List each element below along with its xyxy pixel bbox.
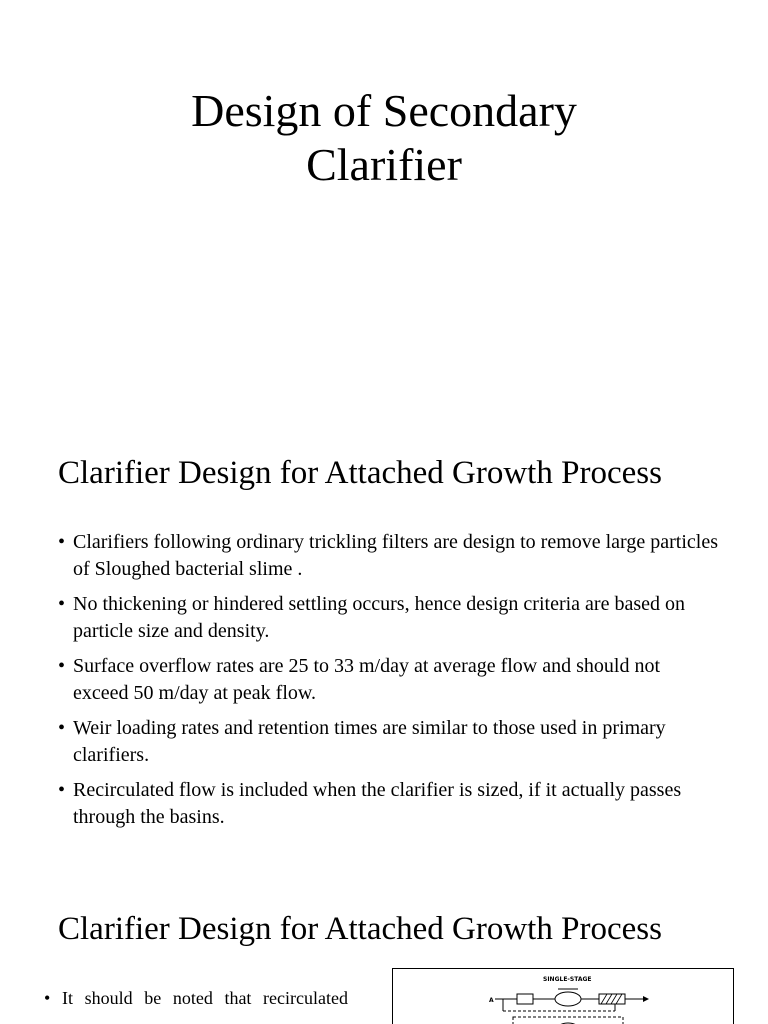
bullet-text: Clarifiers following ordinary trickling filters are design to remove large particles of Sloughed bacterial slime . xyxy=(73,531,718,580)
bullet-dot-icon: • xyxy=(58,593,66,615)
arrow-head-icon xyxy=(643,996,649,1002)
slide-title: Clarifier Design for Attached Growth Process xyxy=(58,455,662,491)
bullet-text: It should be noted that recirculated xyxy=(62,988,348,1008)
bullet-text: Weir loading rates and retention times are similar to those used in primary clarifiers. xyxy=(73,717,666,766)
bullet-item xyxy=(58,777,718,831)
bullet-text: Recirculated flow is included when the clarifier is sized, if it actually passes through the basins. xyxy=(73,779,682,828)
slide-title: Clarifier Design for Attached Growth Process xyxy=(58,911,662,947)
bullet-dot-icon: • xyxy=(44,988,51,1008)
bullet-dot-icon: • xyxy=(58,531,66,553)
bullet-dot-icon: • xyxy=(58,655,66,677)
bullet-item xyxy=(58,715,718,769)
bullet-list xyxy=(58,529,718,839)
attached-growth-slide xyxy=(0,420,768,898)
main-title-line-2: Clarifier xyxy=(306,139,462,190)
bullet-item xyxy=(58,653,718,707)
bullet-text: Surface overflow rates are 25 to 33 m/day at average flow and should not exceed 50 m/day at peak flow. xyxy=(73,655,661,704)
main-title xyxy=(0,84,768,192)
inlet-label: A xyxy=(489,997,494,1004)
process-diagram-figure xyxy=(392,968,734,1024)
primary-clarifier-shape xyxy=(517,994,533,1004)
main-title-line-1: Design of Secondary xyxy=(191,85,577,136)
attached-growth-slide-2 xyxy=(0,898,768,1024)
bullet-dot-icon: • xyxy=(58,717,66,739)
title-slide xyxy=(0,0,768,420)
trickling-filter-shape xyxy=(555,992,581,1006)
figure-label: SINGLE-STAGE xyxy=(543,976,592,983)
bullet-item xyxy=(58,529,718,583)
single-stage-diagram xyxy=(393,969,733,1024)
bullet-item xyxy=(58,591,718,645)
bullet-dot-icon: • xyxy=(58,779,66,801)
bullet-text: No thickening or hindered settling occurs, hence design criteria are based on particle size and density. xyxy=(73,593,686,642)
